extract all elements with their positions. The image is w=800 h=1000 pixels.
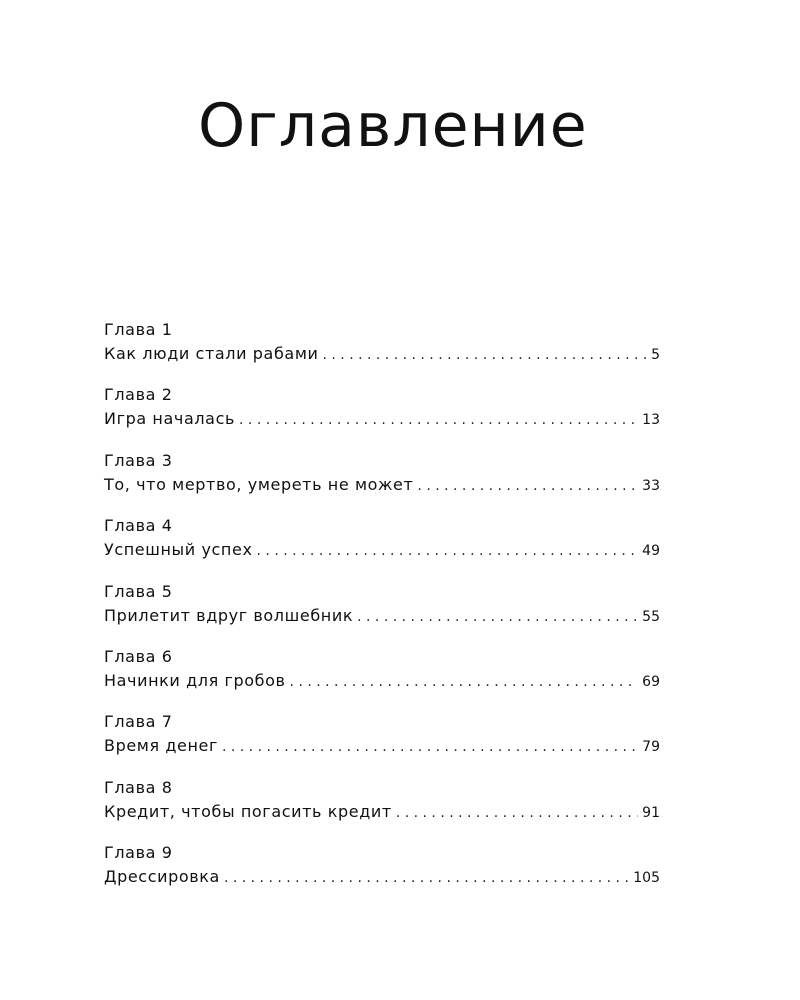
page-number: 69 — [642, 673, 660, 690]
toc-entry-chapter-7[interactable] — [104, 710, 660, 775]
toc-entry-chapter-8[interactable] — [104, 776, 660, 841]
chapter-label: Глава 9 — [104, 843, 173, 863]
chapter-title: Начинки для гробов — [104, 670, 286, 690]
toc-line — [104, 342, 660, 366]
chapter-title: То, что мертво, умереть не может — [104, 474, 414, 494]
dot-leader — [257, 539, 639, 563]
dot-leader — [224, 866, 629, 890]
page-number: 33 — [642, 477, 660, 494]
chapter-title: Успешный успех — [104, 540, 253, 560]
toc-line — [104, 800, 660, 824]
toc-entry-chapter-4[interactable] — [104, 514, 660, 579]
page-number: 49 — [642, 543, 660, 560]
chapter-title: Прилетит вдруг волшебник — [104, 605, 354, 625]
chapter-label: Глава 7 — [104, 712, 173, 732]
dot-leader — [417, 474, 638, 498]
dot-leader — [290, 670, 639, 694]
dot-leader — [222, 735, 638, 759]
chapter-label: Глава 1 — [104, 320, 173, 339]
table-of-contents — [104, 318, 660, 907]
page-number: 79 — [642, 739, 660, 756]
dot-leader — [396, 801, 638, 825]
dot-leader — [239, 408, 638, 432]
chapter-label: Глава 2 — [104, 385, 173, 405]
toc-entry-chapter-6[interactable] — [104, 645, 660, 710]
toc-line — [104, 407, 660, 431]
chapter-title: Дрессировка — [104, 867, 220, 887]
page-number: 105 — [633, 870, 660, 887]
dot-leader — [357, 605, 638, 629]
dot-leader — [323, 343, 648, 367]
chapter-label: Глава 5 — [104, 581, 173, 601]
page-number: 5 — [651, 347, 660, 363]
chapter-title: Кредит, чтобы погасить кредит — [104, 801, 392, 821]
page-number: 91 — [642, 804, 660, 821]
page-number: 13 — [642, 412, 660, 429]
toc-line — [104, 734, 660, 758]
toc-line — [104, 669, 660, 693]
chapter-title: Время денег — [104, 736, 218, 756]
toc-line — [104, 473, 660, 497]
toc-entry-chapter-2[interactable] — [104, 383, 660, 448]
chapter-label: Глава 4 — [104, 516, 173, 536]
chapter-title: Как люди стали рабами — [104, 344, 319, 363]
toc-entry-chapter-5[interactable] — [104, 580, 660, 645]
page-title: Оглавление — [198, 91, 588, 161]
toc-entry-chapter-1[interactable] — [104, 318, 660, 383]
toc-entry-chapter-9[interactable] — [104, 841, 660, 906]
toc-line — [104, 865, 660, 889]
chapter-label: Глава 3 — [104, 450, 173, 470]
page-number: 55 — [642, 608, 660, 625]
toc-line — [104, 604, 660, 628]
chapter-label: Глава 6 — [104, 646, 173, 666]
toc-entry-chapter-3[interactable] — [104, 449, 660, 514]
chapter-title: Игра началась — [104, 409, 236, 429]
chapter-label: Глава 8 — [104, 777, 173, 797]
toc-line — [104, 538, 660, 562]
